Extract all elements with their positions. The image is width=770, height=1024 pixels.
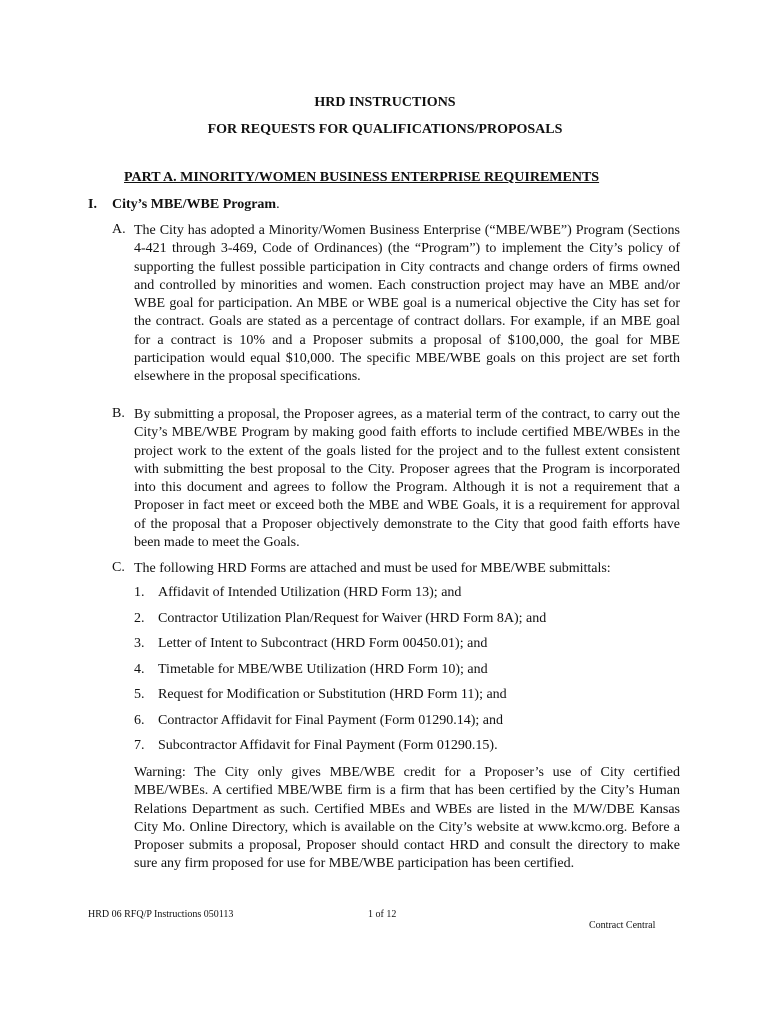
footer-doc-id: HRD 06 RFQ/P Instructions 050113 [88,909,234,920]
list-item [134,636,487,652]
list-item-text: Timetable for MBE/WBE Utilization (HRD Form 10); and [158,662,488,677]
para-c-letter: C. [112,560,125,575]
footer-organization: Contract Central [589,920,656,931]
list-item-number: 1. [134,585,145,600]
footer-page-number: 1 of 12 [368,909,397,920]
doc-title-line2: FOR REQUESTS FOR QUALIFICATIONS/PROPOSALS [207,122,563,137]
list-item-number: 3. [134,636,145,651]
list-item-text: Subcontractor Affidavit for Final Payment (Form 01290.15). [158,738,498,753]
para-c-intro: The following HRD Forms are attached and must be used for MBE/WBE submittals: [134,561,611,576]
list-item-text: Affidavit of Intended Utilization (HRD Form 13); and [158,585,462,600]
list-item [134,713,503,729]
section-title-suffix: . [276,197,280,212]
list-item-text: Letter of Intent to Subcontract (HRD Form 00450.01); and [158,636,488,651]
part-a-heading: PART A. MINORITY/WOMEN BUSINESS ENTERPRISE REQUIREMENTS [124,170,600,185]
doc-title-line1: HRD INSTRUCTIONS [314,95,456,110]
list-item [134,611,546,627]
para-a-text: The City has adopted a Minority/Women Business Enterprise (“MBE/WBE”) Program (Sections 4-421 through 3-469, Code of Ordinances) (the “Program”) to implement the City’s policy of supporting the fullest possible participation in City contracts and change orders of firms owned and controlled by minorities and women. Each construction project may have an MBE and/or WBE goal for participation. An MBE or WBE goal is a numerical objective the City has set for the contract. Goals are stated as a percentage of contract dollars. For example, if an MBE goal for a contract is 10% and a Proposer submits a proposal of $100,000, the goal for MBE participation would equal $10,000. The specific MBE/WBE goals on this project are set forth elsewhere in the proposal specifications. [134,223,680,385]
section-number: I. [88,197,97,212]
section-title [112,197,280,213]
warning-paragraph: Warning: The City only gives MBE/WBE credit for a Proposer’s use of City certified MBE/WBEs. A certified MBE/WBE firm is a firm that has been certified by the City’s Human Relations Department as such. Certified MBEs and WBEs are listed in the M/W/DBE Kansas City Mo. Online Directory, which is available on the City’s website at www.kcmo.org. Before a Proposer submits a proposal, Proposer should contact HRD and consult the directory to make sure any firm proposed for use for MBE/WBE participation has been certified. [134,765,680,872]
para-b-text: By submitting a proposal, the Proposer agrees, as a material term of the contract, to carry out the City’s MBE/WBE Program by making good faith efforts to include certified MBE/WBEs in the project work to the extent of the goals listed for the project and to the fullest extent consistent with submitting the best proposal to the City. Proposer agrees that the Program is incorporated into this document and agrees to follow the Program. Although it is not a requirement that a Proposer in fact meet or exceed both the MBE and WBE Goals, it is a requirement for approval of the proposal that a Proposer objectively demonstrate to the City that good faith efforts have been made to meet the Goals. [134,407,680,551]
list-item [134,662,488,678]
list-item [134,585,461,601]
list-item [134,738,498,754]
list-item-text: Contractor Utilization Plan/Request for Waiver (HRD Form 8A); and [158,611,547,626]
list-item-text: Request for Modification or Substitution (HRD Form 11); and [158,687,507,702]
list-item-number: 4. [134,662,145,677]
para-b-letter: B. [112,406,125,421]
para-a-letter: A. [112,222,126,237]
list-item-number: 5. [134,687,145,702]
list-item-number: 6. [134,713,145,728]
list-item-text: Contractor Affidavit for Final Payment (Form 01290.14); and [158,713,504,728]
list-item-number: 7. [134,738,145,753]
section-title-text: City’s MBE/WBE Program [112,197,277,212]
list-item [134,687,507,703]
list-item-number: 2. [134,611,145,626]
